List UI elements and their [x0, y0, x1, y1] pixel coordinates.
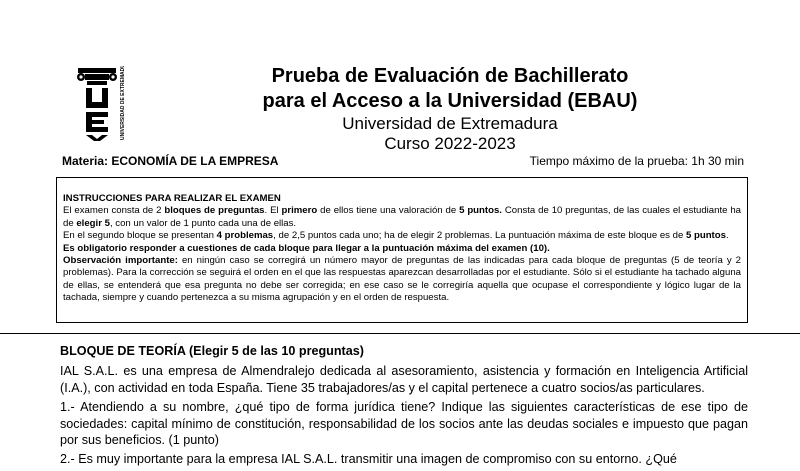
exam-title-line2: para el Acceso a la Universidad (EBAU) — [262, 90, 638, 112]
question-1: 1.- Atendiendo a su nombre, ¿qué tipo de forma jurídica tiene? Indique las siguientes características de ese tipo de sociedades: capital mínimo de constitución, responsabilidad de los socios ante las deudas sociales e impuesto que pagan por sus beneficios. (1 punto) — [60, 400, 748, 448]
university-name: Universidad de Extremadura — [342, 114, 558, 133]
section-divider — [0, 333, 800, 334]
instructions-heading: INSTRUCCIONES PARA REALIZAR EL EXAMEN — [63, 193, 281, 204]
svg-text:UNIVERSIDAD DE EXTREMADURA: UNIVERSIDAD DE EXTREMADURA — [120, 66, 126, 140]
course-year: Curso 2022-2023 — [384, 134, 516, 153]
instructions-paragraph-4: Observación importante: en ningún caso se corregirá un número mayor de preguntas de las indicadas para cada bloque de preguntas (5 de teoría y 2 problemas). Para la corrección se seguirá el orden en el que las respuestas aparezcan desarrolladas por el estudiante. Sólo si el estudiante ha tachado alguna de ellas, se entenderá que esa pregunta no debe ser corregida; en ese caso se le corregiría aquella que ocupase el correspondiente y lógico lugar de la tachada, siempre y cuando pertenezca a su misma agrupación y en el orden de respuesta. — [63, 255, 741, 304]
instructions-paragraph-2: En el segundo bloque se presentan 4 problemas, de 2,5 puntos cada uno; ha de elegir 2 problemas. La puntuación máxima de este bloque es de 5 puntos. — [63, 230, 729, 242]
instructions-paragraph-3: Es obligatorio responder a cuestiones de cada bloque para llegar a la puntuación máxima del examen (10). — [63, 242, 550, 254]
exam-title-line1: Prueba de Evaluación de Bachillerato — [271, 65, 629, 87]
exam-header — [230, 64, 670, 154]
instructions-box — [56, 177, 748, 323]
subject-label: Materia: ECONOMÍA DE LA EMPRESA — [62, 154, 279, 168]
case-intro: IAL S.A.L. es una empresa de Almendralejo dedicada al asesoramiento, asistencia y formación en Inteligencia Artificial (I.A.), con actividad en toda España. Tiene 35 trabajadores/as y el capital pertenece a cuatro socios/as particulares. — [60, 364, 748, 395]
university-logo — [74, 66, 134, 142]
theory-block — [60, 343, 748, 471]
instructions-paragraph-1: El examen consta de 2 bloques de preguntas. El primero de ellos tiene una valoración de 5 puntos. Consta de 10 preguntas, de las cuales el estudiante ha de elegir 5, con un valor de 1 punto cada una de ellas. — [63, 205, 742, 229]
question-2: 2.- Es muy importante para la empresa IAL S.A.L. transmitir una imagen de compromiso con su entorno. ¿Qué — [60, 452, 677, 467]
time-limit: Tiempo máximo de la prueba: 1h 30 min — [529, 154, 744, 168]
theory-block-title: BLOQUE DE TEORÍA (Elegir 5 de las 10 preguntas) — [60, 344, 364, 358]
